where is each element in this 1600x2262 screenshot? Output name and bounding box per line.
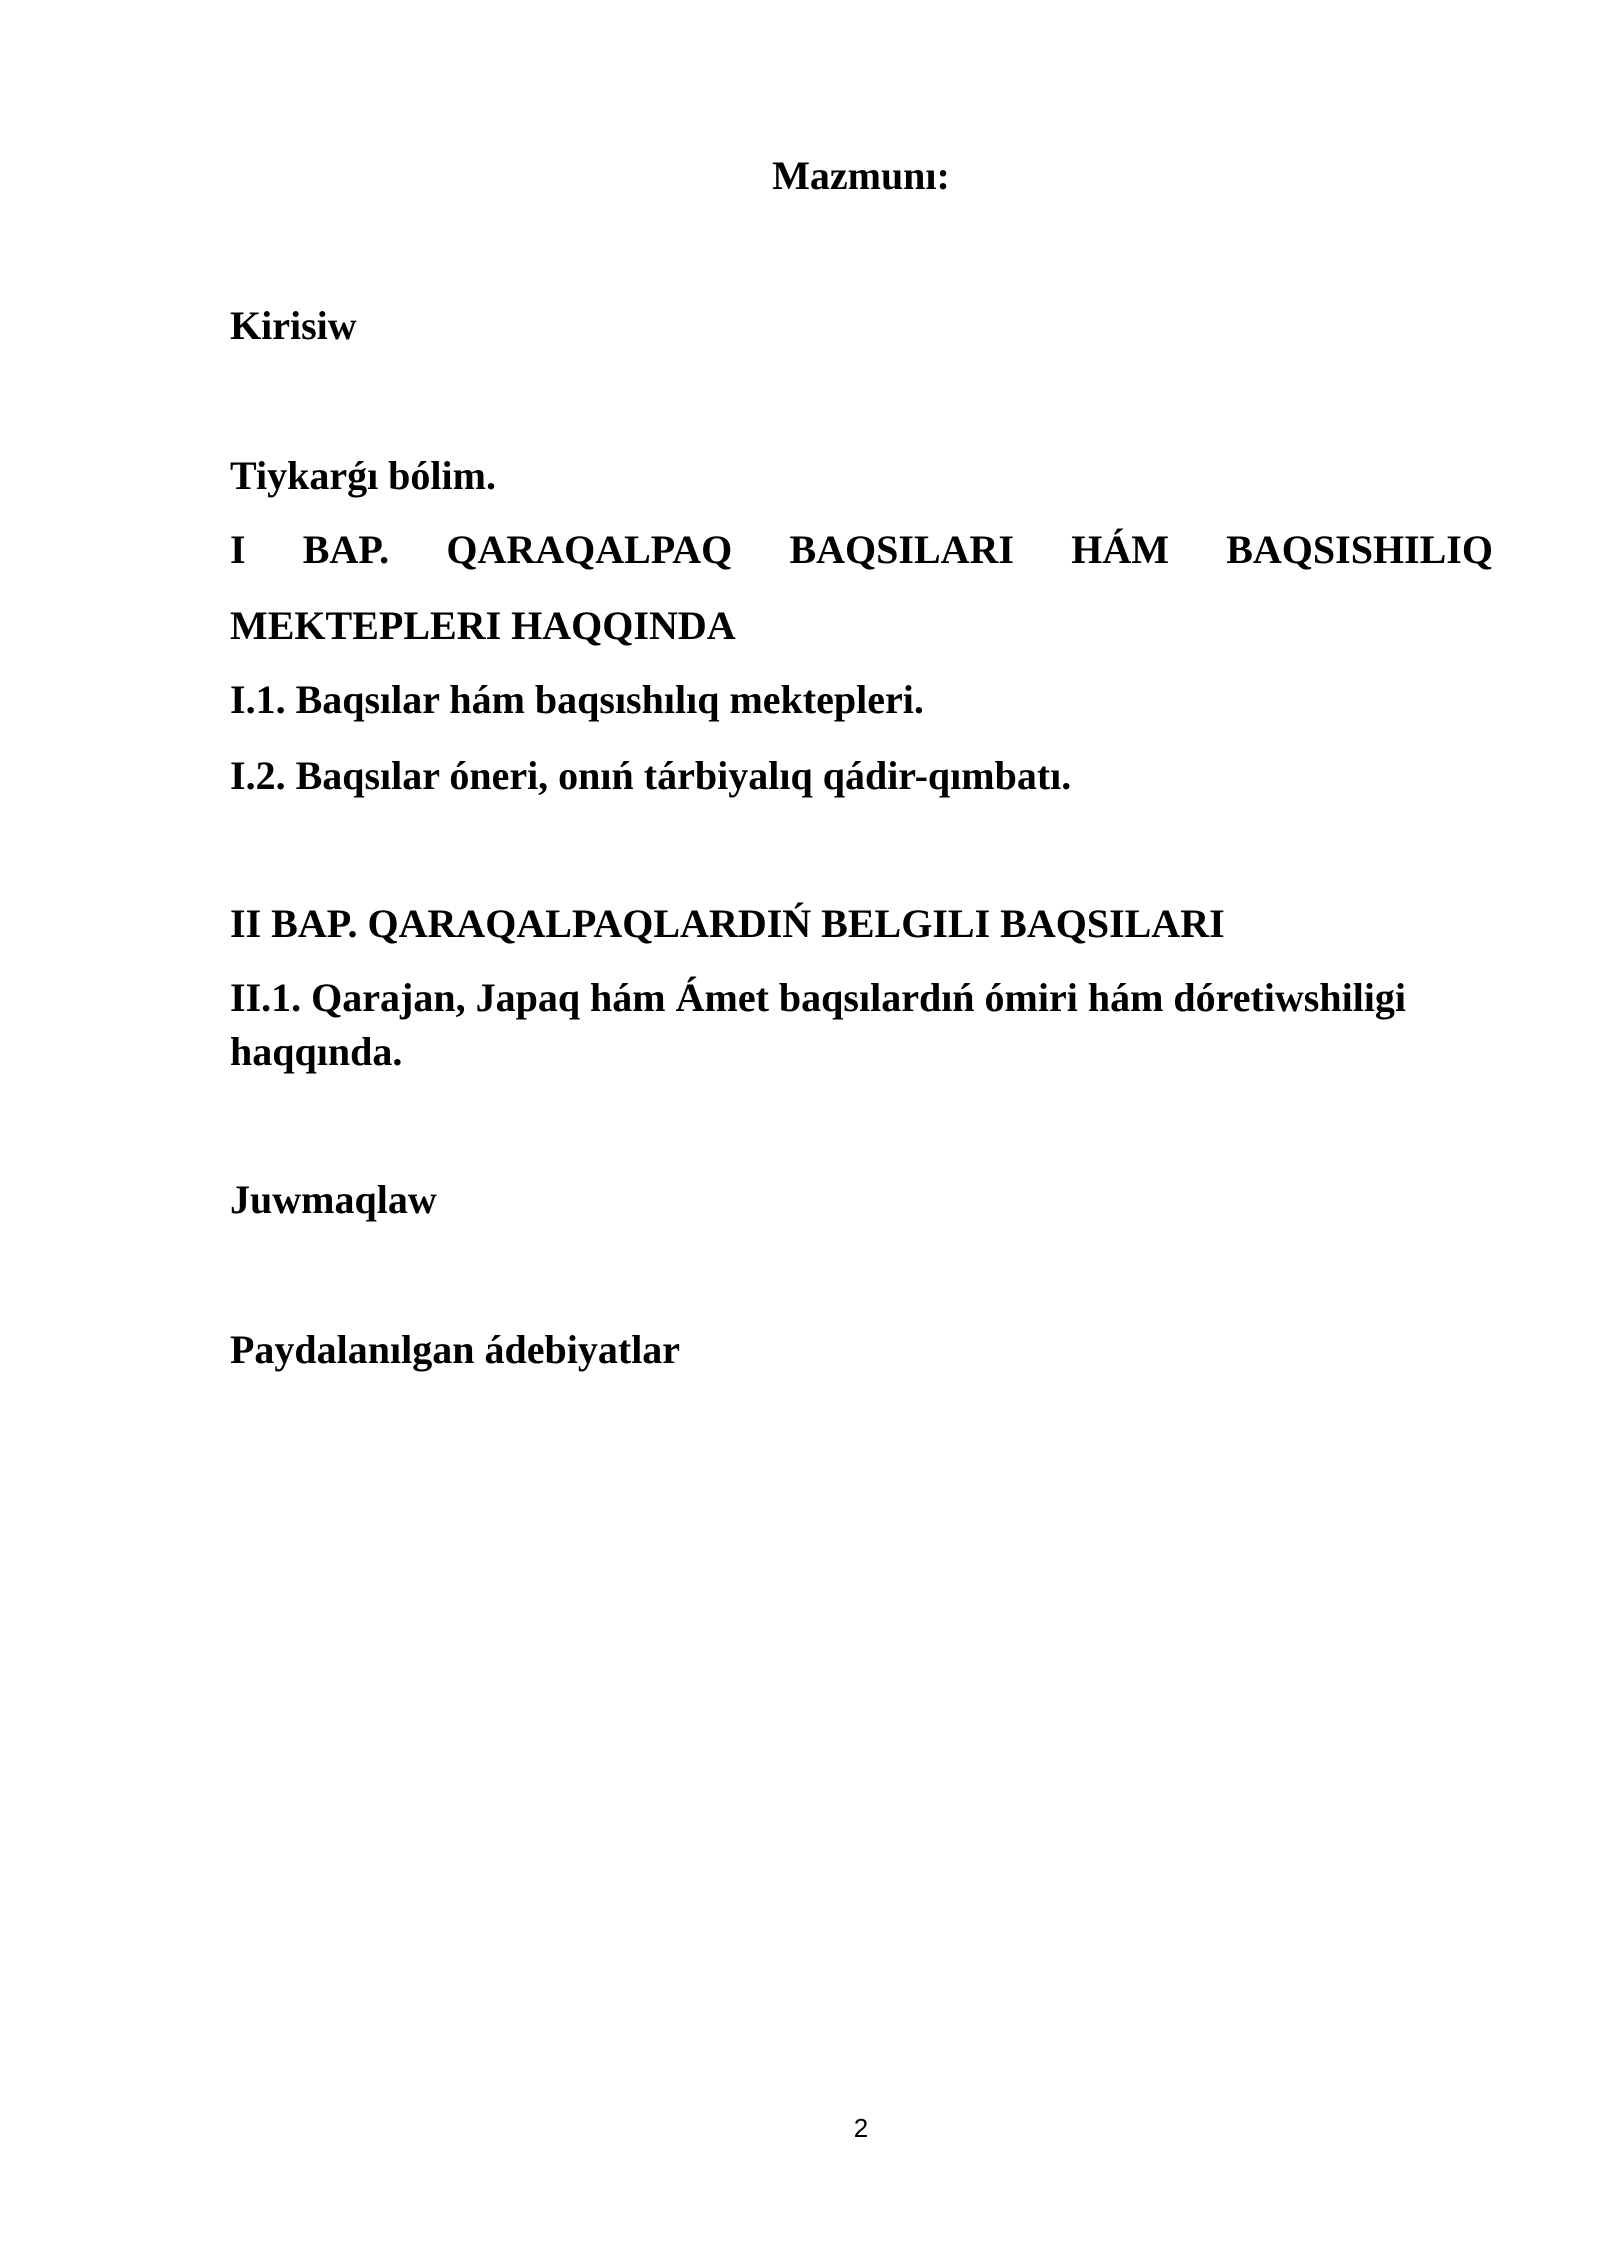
toc-chapter2-heading: II BAP. QARAQALPAQLARDIŃ BELGILI BAQSILARI	[230, 901, 1225, 946]
heading-word: QARAQALPAQ	[446, 527, 733, 572]
toc-section-1-2: I.2. Baqsılar óneri, onıń tárbiyalıq qádir-qımbatı.	[230, 753, 1072, 798]
toc-main-part: Tiykarǵı bólim.	[230, 453, 496, 498]
toc-section-2-1-line2: haqqında.	[230, 1029, 403, 1074]
toc-conclusion: Juwmaqlaw	[230, 1177, 437, 1222]
heading-word: I	[230, 527, 246, 572]
heading-word: BAP.	[302, 527, 390, 572]
heading-word: HÁM	[1071, 527, 1169, 572]
toc-chapter1-heading-line2: MEKTEPLERI HAQQINDA	[230, 603, 736, 648]
toc-intro: Kirisiw	[230, 303, 357, 348]
page-title: Mazmunı:	[772, 153, 950, 198]
toc-section-2-1: II.1. Qarajan, Japaq hám Ámet baqsılardıń ómiri hám dóretiwshiligi	[230, 975, 1407, 1020]
heading-word: BAQSILARI	[789, 527, 1014, 572]
toc-references: Paydalanılgan ádebiyatlar	[230, 1327, 681, 1372]
page-number: 2	[853, 2113, 869, 2143]
toc-chapter1-heading	[230, 526, 1493, 574]
heading-word: BAQSISHILIQ	[1226, 527, 1493, 572]
toc-section-1-1: I.1. Baqsılar hám baqsıshılıq mektepleri.	[230, 677, 924, 722]
